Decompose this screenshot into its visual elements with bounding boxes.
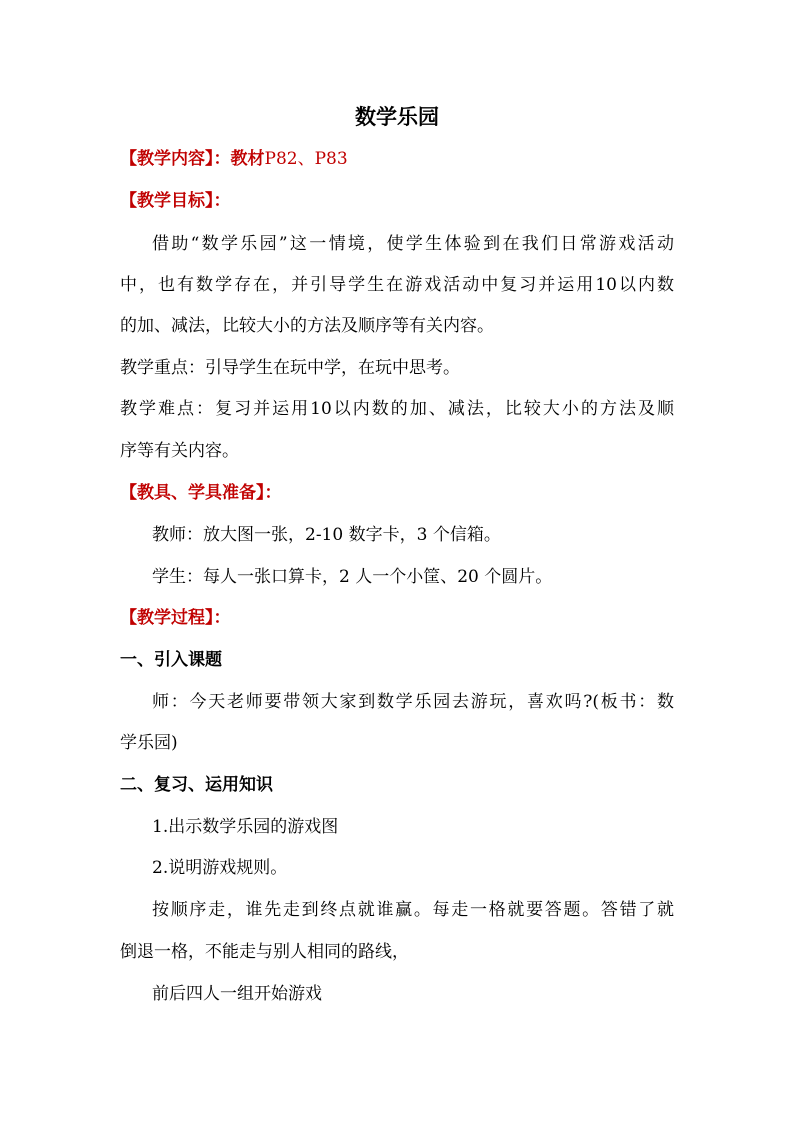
- section1-line-1: 师：今天老师要带领大家到数学乐园去游玩，喜欢吗?(板书：数: [152, 692, 674, 712]
- student-tools: 学生：每人一张口算卡，2 人一个小筐、20 个圆片。: [152, 567, 553, 587]
- goal-line-2: 中，也有数学存在，并引导学生在游戏活动中复习并运用10以内数: [120, 275, 674, 295]
- process-heading: 【教学过程】：: [120, 608, 231, 628]
- section1-line-2: 学乐园): [120, 733, 178, 753]
- rule-line-2: 倒退一格，不能走与别人相同的路线，: [120, 942, 409, 962]
- page-title: 数学乐园: [355, 105, 439, 129]
- step-1: 1.出示数学乐园的游戏图: [152, 817, 339, 837]
- rule-line-1: 按顺序走，谁先走到终点就谁赢。每走一格就要答题。答错了就: [152, 900, 674, 920]
- content-heading: [120, 147, 680, 171]
- goal-heading: 【教学目标】：: [120, 191, 231, 211]
- content-heading-value: P82、P83: [264, 149, 348, 169]
- goal-line-1: 借助“数学乐园”这一情境，使学生体验到在我们日常游戏活动: [152, 234, 674, 254]
- focus-line: 教学重点：引导学生在玩中学，在玩中思考。: [120, 358, 460, 378]
- step-2: 2.说明游戏规则。: [152, 858, 288, 878]
- content-heading-label: 【教学内容】：教材: [120, 149, 265, 169]
- section2-title: 二、复习、运用知识: [120, 775, 273, 795]
- tools-heading: 【教具、学具准备】：: [120, 483, 282, 503]
- difficulty-line-2: 序等有关内容。: [120, 441, 239, 461]
- section1-title: 一、引入课题: [120, 650, 222, 670]
- teacher-tools: 教师：放大图一张，2-10 数字卡，3 个信箱。: [152, 525, 501, 545]
- goal-line-3: 的加、减法，比较大小的方法及顺序等有关内容。: [120, 316, 494, 336]
- group-line: 前后四人一组开始游戏: [152, 984, 322, 1004]
- difficulty-line-1: 教学难点：复习并运用10以内数的加、减法，比较大小的方法及顺: [120, 399, 674, 419]
